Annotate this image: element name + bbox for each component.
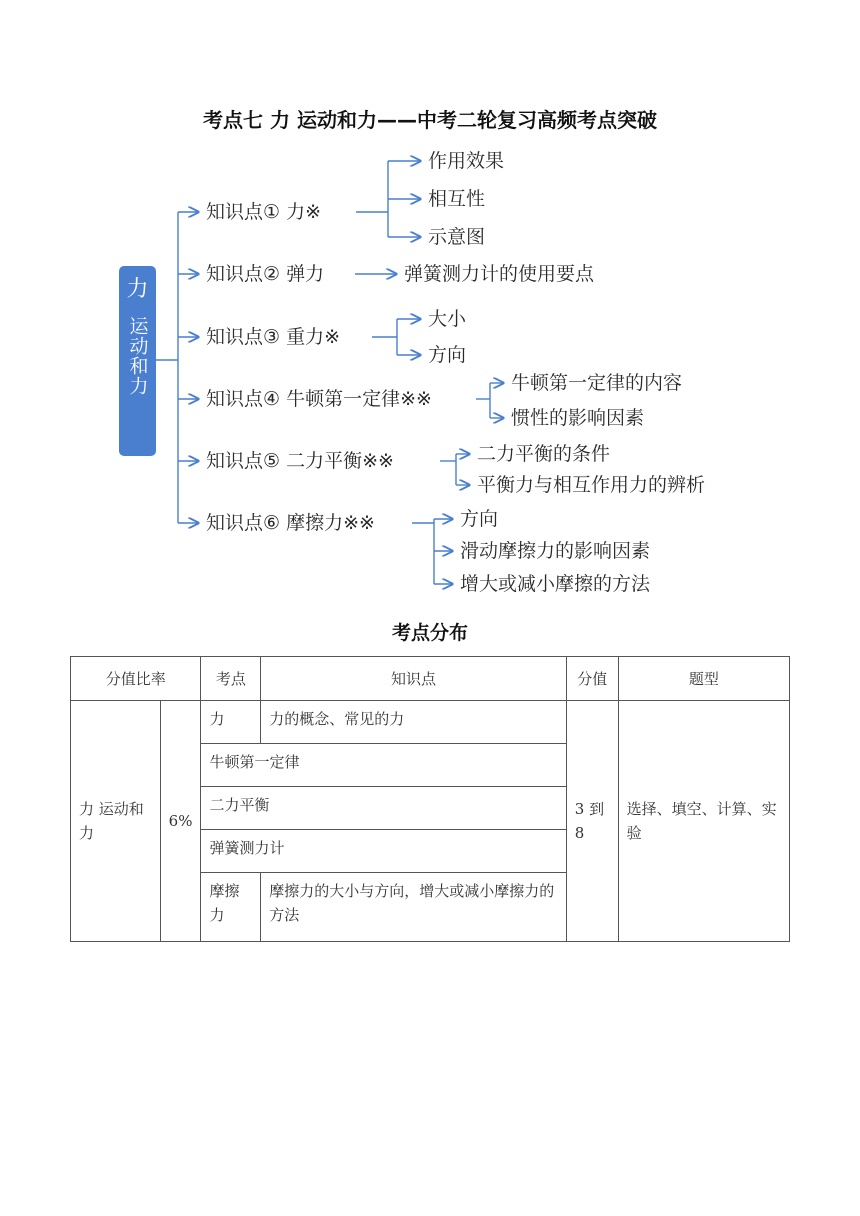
header-knowledge: 知识点 <box>261 657 567 701</box>
distribution-heading: 考点分布 <box>391 622 468 644</box>
leaf-4-1: 牛顿第一定律的内容 <box>511 372 683 394</box>
branch-label-4: 知识点④ 牛顿第一定律※※ <box>206 388 432 410</box>
branch-label-5: 知识点⑤ 二力平衡※※ <box>206 450 394 472</box>
leaf-4-2: 惯性的影响因素 <box>511 407 645 429</box>
branch-label-6: 知识点⑥ 摩擦力※※ <box>206 512 375 534</box>
leaf-2-1: 弹簧测力计的使用要点 <box>404 263 595 285</box>
branch-label-2: 知识点② 弹力 <box>206 263 325 285</box>
knowledge-cell: 摩擦力的大小与方向，增大或减小摩擦力的方法 <box>261 873 567 942</box>
point-cell: 二力平衡 <box>201 787 566 830</box>
point-cell: 牛顿第一定律 <box>201 744 566 787</box>
percent-cell: 6% <box>160 701 201 942</box>
branch-label-3: 知识点③ 重力※ <box>206 326 340 348</box>
type-cell: 选择、填空、计算、实验 <box>618 701 789 942</box>
score-cell: 3 到 8 <box>566 701 618 942</box>
leaf-1-1: 作用效果 <box>428 150 505 172</box>
header-type: 题型 <box>618 657 789 701</box>
leaf-5-1: 二力平衡的条件 <box>477 443 611 465</box>
mind-map-root <box>119 266 156 456</box>
table-row <box>71 701 790 744</box>
leaf-1-2: 相互性 <box>428 188 486 210</box>
table-header-row <box>71 657 790 701</box>
leaf-5-2: 平衡力与相互作用力的辨析 <box>477 474 706 496</box>
root-subtitle: 运动和力 <box>126 316 149 396</box>
chapter-cell: 力 运动和力 <box>71 701 161 942</box>
header-score: 分值 <box>566 657 618 701</box>
leaf-6-1: 方向 <box>460 508 499 530</box>
leaf-6-2: 滑动摩擦力的影响因素 <box>460 540 651 562</box>
point-cell: 弹簧测力计 <box>201 830 566 873</box>
point-cell: 摩擦力 <box>201 873 261 942</box>
header-ratio: 分值比率 <box>71 657 201 701</box>
distribution-table <box>70 656 790 942</box>
branch-label-1: 知识点① 力※ <box>206 201 321 223</box>
root-title: 力 <box>126 277 149 302</box>
header-point: 考点 <box>201 657 261 701</box>
point-cell: 力 <box>201 701 261 744</box>
page-title: 考点七 力 运动和力——中考二轮复习高频考点突破 <box>203 108 657 132</box>
leaf-3-2: 方向 <box>428 344 467 366</box>
leaf-1-3: 示意图 <box>428 226 486 248</box>
leaf-6-3: 增大或减小摩擦的方法 <box>460 573 651 595</box>
leaf-3-1: 大小 <box>428 308 467 330</box>
knowledge-cell: 力的概念、常见的力 <box>261 701 567 744</box>
